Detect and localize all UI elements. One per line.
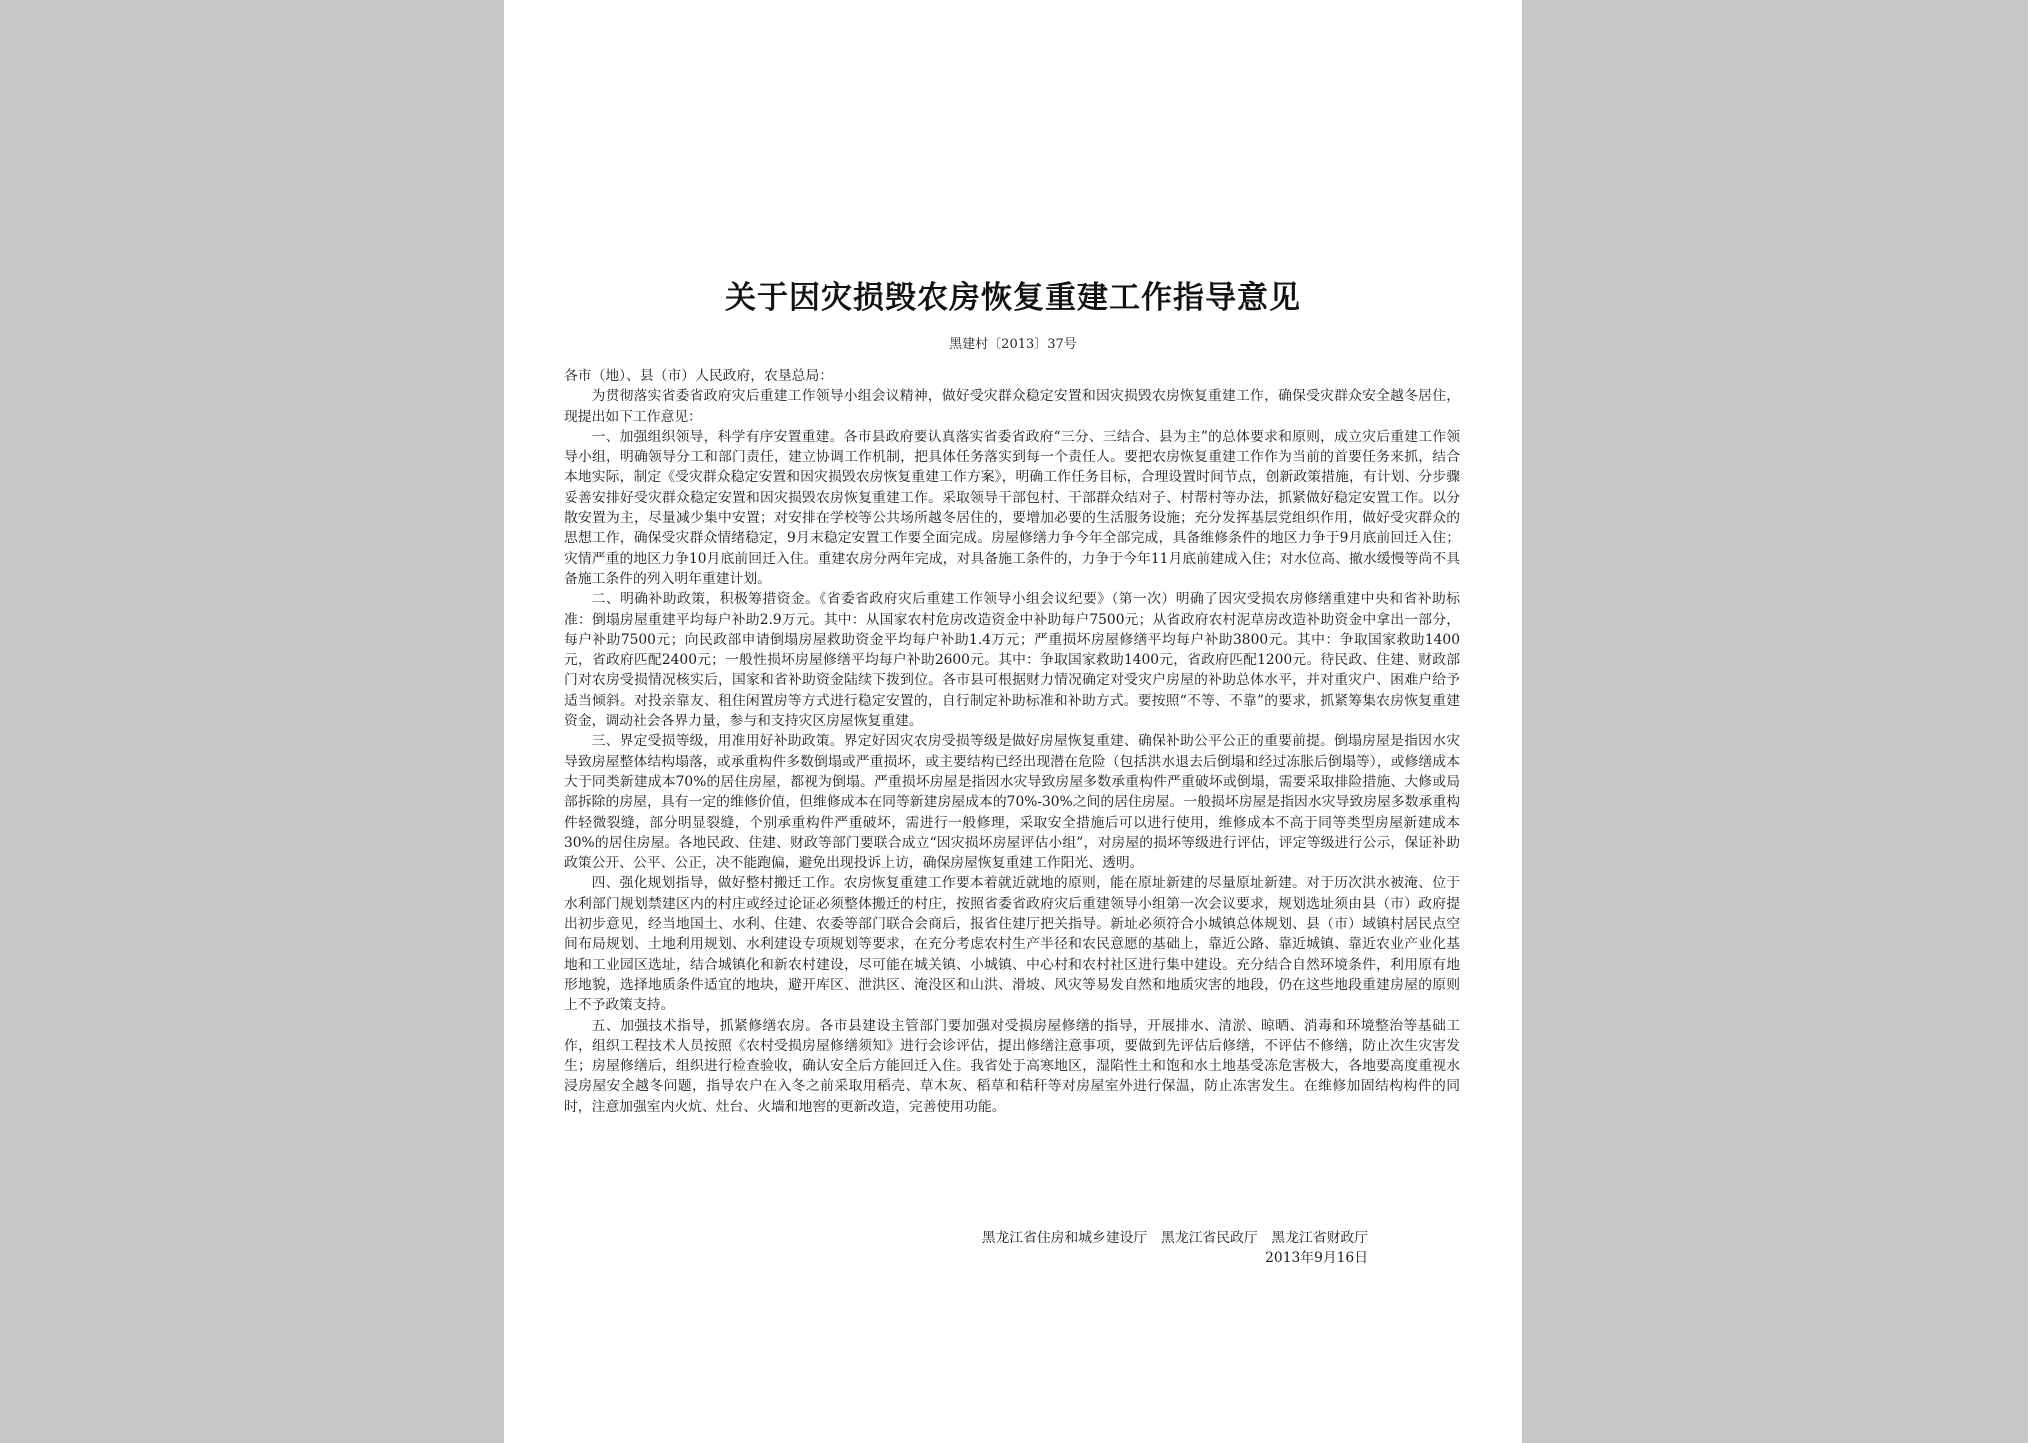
document-body [564, 366, 1460, 1117]
salutation: 各市（地）、县（市）人民政府，农垦总局： [564, 368, 834, 384]
document-date: 2013年9月16日 [1265, 1250, 1368, 1267]
document-title: 关于因灾损毁农房恢复重建工作指导意见 [725, 280, 1301, 316]
section-4-paragraph: 四、强化规划指导，做好整村搬迁工作。农房恢复重建工作要本着就近就地的原则，能在原址新建的尽量原址新建。对于历次洪水被淹、位于水利部门规划禁建区内的村庄或经过论证必须整体搬迁的村庄，按照省委省政府灾后重建领导小组第一次会议要求，规划选址须由县（市）政府提出初步意见，经当地国土、水利、住建、农委等部门联合会商后，报省住建厅把关指导。新址必须符合小城镇总体规划、县（市）域镇村居民点空间布局规划、土地利用规划、水利建设专项规划等要求，在充分考虑农村生产半径和农民意愿的基础上，靠近公路、靠近城镇、靠近农业产业化基地和工业园区选址，结合城镇化和新农村建设，尽可能在城关镇、小城镇、中心村和农村社区进行集中建设。充分结合自然环境条件，利用原有地形地貌，选择地质条件适宜的地块，避开库区、泄洪区、淹没区和山洪、滑坡、风灾等易发自然和地质灾害的地段，仍在这些地段重建房屋的原则上不予政策支持。 [564, 875, 1460, 1014]
document-number: 黑建村〔2013〕37号 [949, 337, 1077, 352]
signature-block [944, 1228, 1368, 1269]
section-2-paragraph: 二、明确补助政策，积极筹措资金。《省委省政府灾后重建工作领导小组会议纪要》（第一次）明确了因灾受损农房修缮重建中央和省补助标准：倒塌房屋重建平均每户补助2.9万元。其中：从国家农村危房改造资金中补助每户7500元；从省政府农村泥草房改造补助资金中拿出一部分，每户补助7500元；向民政部申请倒塌房屋救助资金平均每户补助1.4万元；严重损坏房屋修缮平均每户补助3800元。其中：争取国家救助1400元，省政府匹配2400元；一般性损坏房屋修缮平均每户补助2600元。其中：争取国家救助1400元，省政府匹配1200元。待民政、住建、财政部门对农房受损情况核实后，国家和省补助资金陆续下拨到位。各市县可根据财力情况确定对受灾户房屋的补助总体水平，并对重灾户、困难户给予适当倾斜。对投亲靠友、租住闲置房等方式进行稳定安置的，自行制定补助标准和补助方式。要按照“不等、不靠”的要求，抓紧筹集农房恢复重建资金，调动社会各界力量，参与和支持灾区房屋恢复重建。 [564, 591, 1460, 730]
section-3-paragraph: 三、界定受损等级，用准用好补助政策。界定好因灾农房受损等级是做好房屋恢复重建、确保补助公平公正的重要前提。倒塌房屋是指因水灾导致房屋整体结构塌落，或承重构件多数倒塌或严重损坏，或主要结构已经出现潜在危险（包括洪水退去后倒塌和经过冻胀后倒塌等），或修缮成本大于同类新建成本70%的居住房屋，都视为倒塌。严重损坏房屋是指因水灾导致房屋多数承重构件严重破坏或倒塌，需要采取排险措施、大修或局部拆除的房屋，具有一定的维修价值，但维修成本在同等新建房屋成本的70%-30%之间的居住房屋。一般损坏房屋是指因水灾导致房屋多数承重构件轻微裂缝，部分明显裂缝，个别承重构件严重破坏，需进行一般修理，采取安全措施后可以进行使用，维修成本不高于同等类型房屋新建成本30%的居住房屋。各地民政、住建、财政等部门要联合成立“因灾损坏房屋评估小组”，对房屋的损坏等级进行评估，评定等级进行公示，保证补助政策公开、公平、公正，决不能跑偏，避免出现投诉上访，确保房屋恢复重建工作阳光、透明。 [564, 733, 1460, 872]
signatories: 黑龙江省住房和城乡建设厅 黑龙江省民政厅 黑龙江省财政厅 [981, 1230, 1368, 1246]
intro-paragraph: 为贯彻落实省委省政府灾后重建工作领导小组会议精神，做好受灾群众稳定安置和因灾损毁农房恢复重建工作，确保受灾群众安全越冬居住，现提出如下工作意见： [564, 388, 1460, 425]
document-page [504, 0, 1522, 1443]
section-5-paragraph: 五、加强技术指导，抓紧修缮农房。各市县建设主管部门要加强对受损房屋修缮的指导，开展排水、清淤、晾晒、消毒和环境整治等基础工作，组织工程技术人员按照《农村受损房屋修缮须知》进行会诊评估，提出修缮注意事项，要做到先评估后修缮，不评估不修缮，防止次生灾害发生；房屋修缮后，组织进行检查验收，确认安全后方能回迁入住。我省处于高寒地区，湿陷性土和饱和水土地基受冻危害极大，各地要高度重视水浸房屋安全越冬问题，指导农户在入冬之前采取用稻壳、草木灰、稻草和秸秆等对房屋室外进行保温，防止冻害发生。在维修加固结构构件的同时，注意加强室内火炕、灶台、火墙和地窖的更新改造，完善使用功能。 [564, 1017, 1460, 1115]
section-1-paragraph: 一、加强组织领导，科学有序安置重建。各市县政府要认真落实省委省政府“三分、三结合、县为主”的总体要求和原则，成立灾后重建工作领导小组，明确领导分工和部门责任，建立协调工作机制，把具体任务落实到每一个责任人。要把农房恢复重建工作作为当前的首要任务来抓，结合本地实际，制定《受灾群众稳定安置和因灾损毁农房恢复重建工作方案》，明确工作任务目标，合理设置时间节点，创新政策措施，有计划、分步骤妥善安排好受灾群众稳定安置和因灾损毁农房恢复重建工作。采取领导干部包村、干部群众结对子、村帮村等办法，抓紧做好稳定安置工作。以分散安置为主，尽量减少集中安置；对安排在学校等公共场所越冬居住的，要增加必要的生活服务设施；充分发挥基层党组织作用，做好受灾群众的思想工作，确保受灾群众情绪稳定，9月末稳定安置工作要全面完成。房屋修缮力争今年全部完成，具备维修条件的地区力争于9月底前回迁入住；灾情严重的地区力争10月底前回迁入住。重建农房分两年完成，对具备施工条件的，力争于今年11月底前建成入住；对水位高、撤水缓慢等尚不具备施工条件的列入明年重建计划。 [564, 428, 1460, 587]
